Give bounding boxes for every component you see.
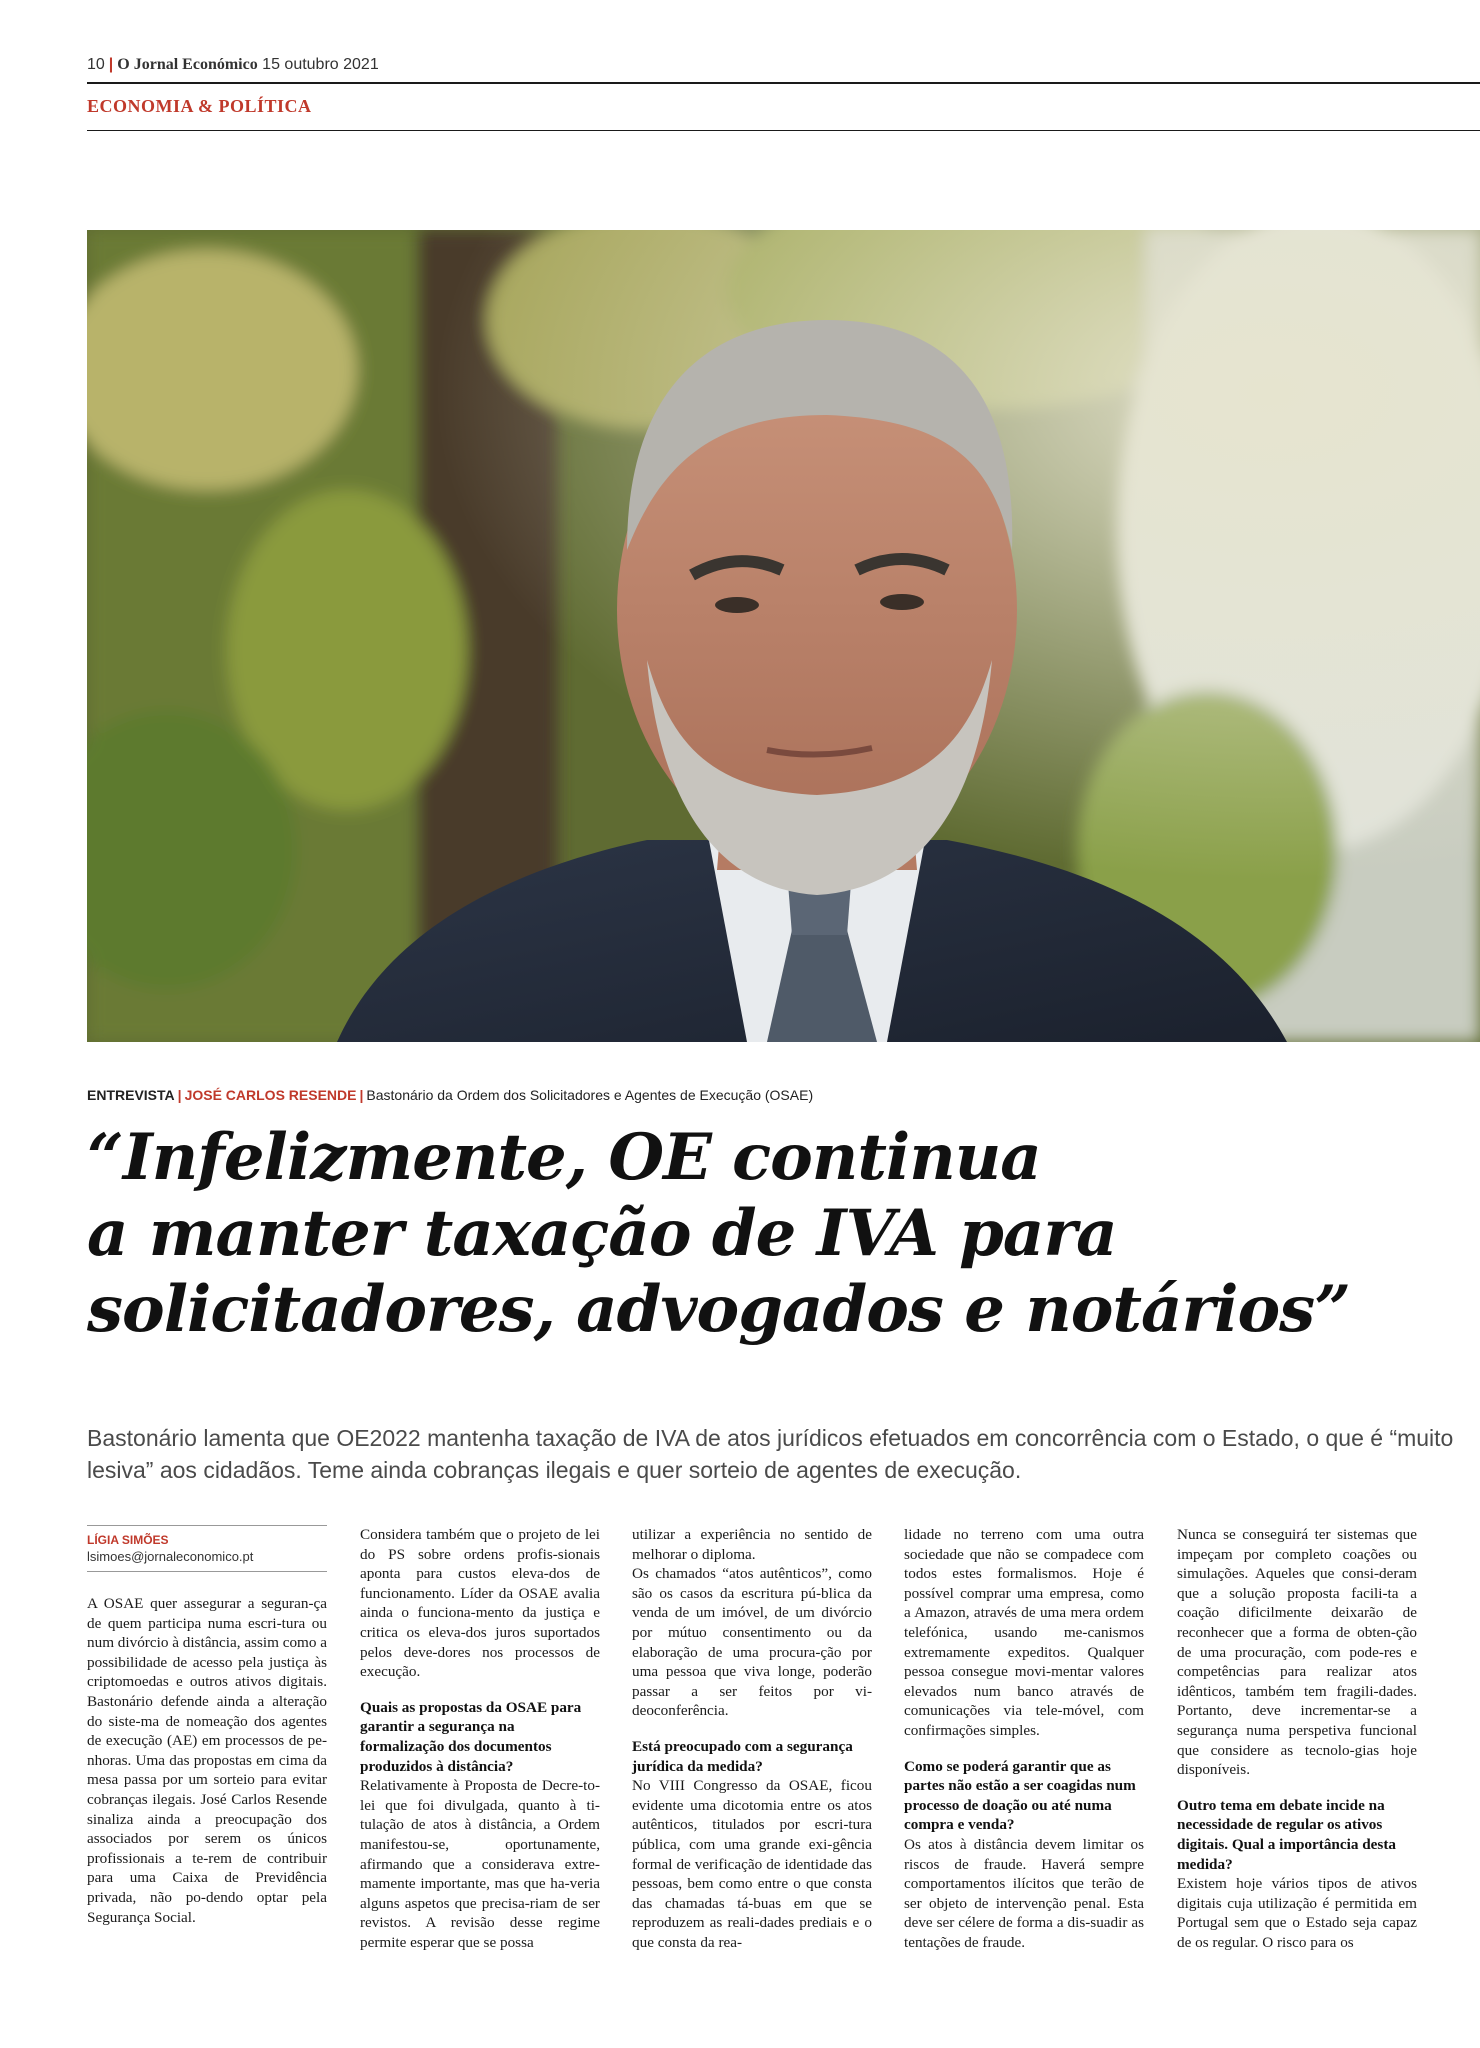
headline-line: “Infelizmente, OE continua (87, 1120, 1041, 1195)
header-separator: | (108, 56, 114, 73)
interview-question: Outro tema em debate incide na necessidade de regular os ativos digitais. Qual a importância desta medida? (1177, 1796, 1396, 1873)
issue-date: 15 outubro 2021 (262, 56, 379, 73)
section-rule (87, 130, 1480, 131)
byline-rule (87, 1525, 327, 1526)
body-paragraph: Nunca se conseguirá ter sistemas que impeçam por completo coações ou simulações. Aqueles que consi-deram que a solução proposta facili-ta a coação dificilmente deixarão de reconhecer que a forma de obten-ção de uma procuração, com pode-res e competências para realizar atos idênticos, também tem fragili-dades. Portanto, deve incrementar-se a segurança numa perspetiva funcional que considere as tecnolo-gias hoje disponíveis. (1177, 1526, 1417, 1779)
kicker-role: Bastonário da Ordem dos Solicitadores e Agentes de Execução (OSAE) (366, 1087, 814, 1103)
headline-line: solicitadores, advogados e notários” (87, 1272, 1350, 1347)
byline-rule (87, 1571, 327, 1572)
byline-email[interactable]: lsimoes@jornaleconomico.pt (87, 1549, 254, 1564)
body-paragraph: A OSAE quer assegurar a seguran-ça de quem participa numa escri-tura ou num divórcio à distância, assim como a possibilidade de acesso pela justiça às criptomoedas e outros ativos digitais. Bastonário defende ainda a alteração do siste-ma de nomeação dos agentes de execução (AE) em processos de pe-nhoras. Uma das propostas em cima da mesa passa por um sorteio para evitar cobranças ilegais. José Carlos Resende sinaliza ainda a preocupação dos associados por serem os únicos profissionais a te-rem de contribuir para uma Caixa de Previdência privada, não po-dendo optar pela Segurança Social. (87, 1595, 327, 1926)
interview-question: Está preocupado com a segurança jurídica da medida? (632, 1737, 853, 1775)
body-paragraph: Os atos à distância devem limitar os riscos de fraude. Haverá sempre comportamentos ilícitos que terão de ser objeto de intervenção penal. Esta deve ser célere de forma a dis-suadir as tentações de fraude. (904, 1835, 1144, 1951)
body-paragraph: Relativamente à Proposta de Decre-to-lei que foi divulgada, quanto à ti-tulação de atos à distância, a Ordem manifestou-se, oportunamente, afirmando que a considerava extre-mamente importante, mas que ha-veria alguns aspetos que precisa-riam de ser revistos. A revisão desse regime permite esperar que se possa (360, 1777, 600, 1951)
body-paragraph: Considera também que o projeto de lei do PS sobre ordens profis-sionais aponta para custos eleva-dos de funcionamento. Líder da OSAE avalia ainda o funciona-mento da justiça e critica os eleva-dos juros suportados pelos deve-dores nos processos de execução. (360, 1526, 600, 1681)
body-paragraph: utilizar a experiência no sentido de melhorar o diploma. (632, 1526, 872, 1563)
body-paragraph: lidade no terreno com uma outra sociedade que não se compadece com todos estes formalismos. Hoje é possível comprar uma empresa, como a Amazon, através de uma mera ordem telefónica, usando me-canismos extremamente expeditos. Qualquer pessoa consegue movi-mentar valores elevados num banco através de comunicações via tele-móvel, com confirmações simples. (904, 1526, 1144, 1739)
kicker-name: JOSÉ CARLOS RESENDE (184, 1087, 357, 1103)
interview-question: Como se poderá garantir que as partes não estão a ser coagidas num processo de doação ou até numa compra e venda? (904, 1757, 1136, 1834)
kicker (87, 1087, 813, 1103)
body-paragraph: Os chamados “atos autênticos”, como são os casos da escritura pú-blica da venda de um imóvel, de um divórcio por mútuo consentimento ou da elaboração de uma procura-ção por uma pessoa que viva longe, poderão passar a ser feitos por vi-deoconferência. (632, 1565, 872, 1720)
article-column-1 (87, 1525, 327, 1927)
interview-question: Quais as propostas da OSAE para garantir a segurança na formalização dos documentos produzidos à distância? (360, 1698, 582, 1775)
kicker-separator: | (359, 1087, 364, 1103)
section-label: ECONOMIA & POLÍTICA (87, 96, 312, 116)
body-paragraph: No VIII Congresso da OSAE, ficou evidente uma dicotomia entre os atos autênticos, titulados por escri-tura pública, com uma grande exi-gência formal de verificação de identidade das pessoas, bem como entre o que consta das chamadas tá-buas em que se reproduzem as reali-dades prediais e o que consta da rea- (632, 1777, 872, 1951)
article-column-2 (360, 1525, 600, 1952)
page-header (87, 56, 379, 74)
byline-author: LÍGIA SIMÕES (87, 1533, 169, 1547)
page-number: 10 (87, 56, 105, 73)
article-column-3 (632, 1525, 872, 1952)
journal-name: O Jornal Económico (117, 56, 258, 73)
portrait-photo (87, 230, 1480, 1042)
lead-paragraph: Bastonário lamenta que OE2022 mantenha taxação de IVA de atos jurídicos efetuados em concorrência com o Estado, o que é “muito lesiva” aos cidadãos. Teme ainda cobranças ilegais e quer sorteio de agentes de execução. (87, 1425, 1454, 1483)
headline (87, 1120, 1467, 1348)
headline-line: a manter taxação de IVA para (87, 1196, 1117, 1271)
kicker-separator: | (177, 1087, 182, 1103)
kicker-type: ENTREVISTA (87, 1087, 175, 1103)
article-column-5 (1177, 1525, 1417, 1952)
header-rule (87, 82, 1480, 84)
body-paragraph: Existem hoje vários tipos de ativos digitais cuja utilização é permitida em Portugal sem que o Estado seja capaz de os regular. O risco para os (1177, 1875, 1417, 1951)
article-column-4 (904, 1525, 1144, 1952)
